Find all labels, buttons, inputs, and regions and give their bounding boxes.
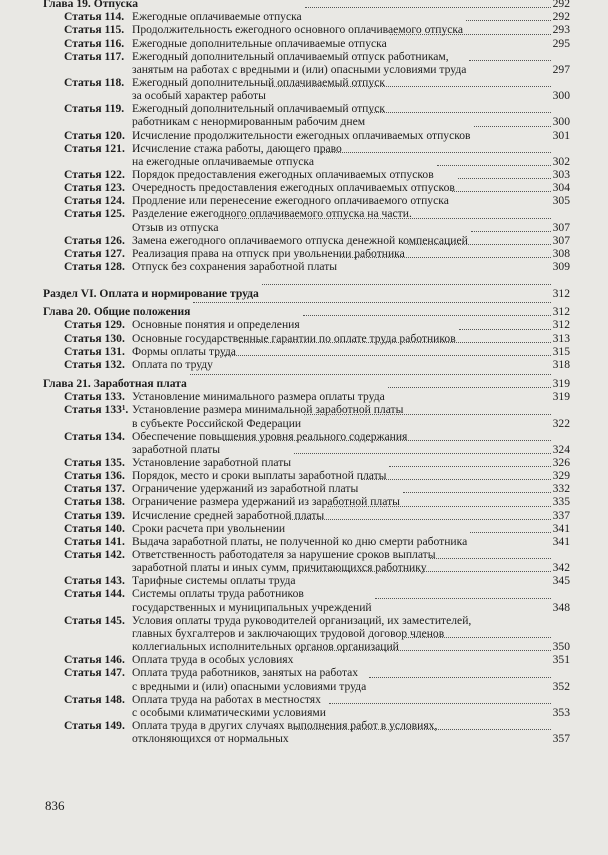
- chapter-title: Глава 21. Заработная плата: [43, 377, 187, 390]
- article-title: Обеспечение повышения уровня реального содержания: [132, 429, 408, 443]
- dot-leader: [459, 329, 551, 330]
- page-reference: 341: [552, 521, 570, 535]
- article-title-continuation: главных бухгалтеров и заключающих трудовой договор членов: [132, 626, 445, 640]
- page-reference: 303: [552, 168, 570, 181]
- page-reference: 353: [552, 705, 570, 719]
- article-title: Исчисление средней заработной платы: [132, 508, 325, 522]
- dot-leader: [340, 257, 551, 258]
- article-number: Статья 139.: [64, 508, 125, 522]
- article-title: Ежегодный дополнительный оплачиваемый отпуск: [132, 102, 385, 116]
- page-number: 836: [45, 798, 65, 813]
- dot-leader: [216, 355, 551, 356]
- article-title: Основные государственные гарантии по оплате труда работников: [132, 331, 456, 345]
- dot-leader: [375, 598, 551, 599]
- article-title: Отпуск без сохранения заработной платы: [132, 260, 338, 273]
- page-reference: 312: [552, 318, 570, 332]
- article-number: Статья 123.: [64, 181, 125, 195]
- dot-leader: [474, 126, 551, 127]
- article-title: Формы оплаты труда: [132, 344, 236, 358]
- page-reference: 295: [552, 36, 570, 50]
- page-reference: 302: [552, 154, 570, 168]
- article-title: Ограничение удержаний из заработной платы: [132, 482, 359, 496]
- dot-leader: [327, 506, 551, 507]
- dot-leader: [262, 284, 551, 285]
- page-reference: 332: [552, 482, 570, 496]
- dot-leader: [402, 637, 551, 638]
- article-title: Исчисление продолжительности ежегодных оплачиваемых отпусков: [132, 128, 471, 142]
- article-title: Оплата по труду: [132, 357, 213, 371]
- article-number: Статья 134.: [64, 429, 125, 443]
- page-reference: 315: [552, 344, 570, 358]
- article-number: Статья 117.: [64, 49, 125, 63]
- article-number: Статья 149.: [64, 718, 125, 732]
- page-reference: 313: [552, 331, 570, 345]
- section-title: Раздел VI. Оплата и нормирование труда: [43, 287, 259, 301]
- page-reference: 324: [552, 442, 570, 456]
- article-title: Очередность предоставления ежегодных оплачиваемых отпусков: [132, 181, 455, 195]
- article-number: Статья 133.: [64, 390, 125, 404]
- article-number: Статья 130.: [64, 331, 125, 345]
- dot-leader: [190, 374, 551, 375]
- page-reference: 309: [552, 260, 570, 273]
- article-title: Установление минимального размера оплаты труда: [132, 390, 385, 404]
- article-title-continuation: работникам с ненормированным рабочим днем: [132, 115, 366, 129]
- article-number: Статья 124.: [64, 194, 125, 208]
- article-title-continuation: заработной платы: [132, 442, 221, 456]
- dot-leader: [469, 60, 551, 61]
- page-reference: 301: [552, 128, 570, 142]
- chapter-title: Глава 20. Общие положения: [43, 305, 191, 319]
- article-title: Ежегодный дополнительный оплачиваемый отпуск работникам,: [132, 49, 449, 63]
- page-reference: 292: [552, 0, 570, 10]
- page-reference: 307: [552, 220, 570, 234]
- dot-leader: [304, 414, 551, 415]
- page-reference: 342: [552, 561, 570, 575]
- article-number: Статья 120.: [64, 128, 125, 142]
- dot-leader: [437, 165, 551, 166]
- page-reference: 326: [552, 455, 570, 469]
- page-reference: 312: [552, 305, 570, 319]
- article-title: Порядок предоставления ежегодных оплачиваемых отпусков: [132, 168, 434, 181]
- article-number: Статья 133¹.: [64, 403, 129, 417]
- article-number: Статья 147.: [64, 666, 125, 680]
- page-reference: 293: [552, 23, 570, 37]
- article-number: Статья 131.: [64, 344, 125, 358]
- article-title-continuation: коллегиальных исполнительных органов организаций: [132, 640, 399, 653]
- dot-leader: [458, 178, 551, 179]
- page-reference: 357: [552, 732, 570, 746]
- article-title: Продолжительность ежегодного основного оплачиваемого отпуска: [132, 23, 464, 37]
- article-number: Статья 126.: [64, 233, 125, 247]
- dot-leader: [299, 571, 551, 572]
- article-number: Статья 143.: [64, 574, 125, 588]
- article-title-continuation: с вредными и (или) опасными условиями труда: [132, 679, 367, 693]
- article-number: Статья 115.: [64, 23, 125, 37]
- dot-leader: [292, 729, 551, 730]
- article-title: Продление или перенесение ежегодного оплачиваемого отпуска: [132, 194, 449, 208]
- dot-leader: [317, 152, 551, 153]
- dot-leader: [239, 342, 551, 343]
- page-reference: 352: [552, 679, 570, 693]
- dot-leader: [369, 677, 551, 678]
- article-title-continuation: с особыми климатическими условиями: [132, 705, 326, 719]
- page-reference: 318: [552, 357, 570, 371]
- article-title: Исчисление стажа работы, дающего право: [132, 141, 342, 155]
- page-reference: 300: [552, 89, 570, 103]
- article-title: Ежегодный дополнительный оплачиваемый отпуск: [132, 75, 385, 89]
- dot-leader: [294, 453, 551, 454]
- dot-leader: [389, 466, 551, 467]
- article-number: Статья 127.: [64, 246, 125, 260]
- page-reference: 292: [552, 10, 570, 24]
- article-title: Ежегодные дополнительные оплачиваемые отпуска: [132, 36, 387, 50]
- dot-leader: [303, 315, 551, 316]
- article-number: Статья 129.: [64, 318, 125, 332]
- article-number: Статья 138.: [64, 495, 125, 509]
- dot-leader: [288, 519, 551, 520]
- article-number: Статья 142.: [64, 548, 125, 561]
- article-number: Статья 122.: [64, 168, 125, 181]
- dot-leader: [221, 218, 551, 219]
- article-number: Статья 144.: [64, 587, 125, 601]
- article-number: Статья 121.: [64, 141, 125, 155]
- page-reference: 308: [552, 246, 570, 260]
- page-reference: 319: [552, 377, 570, 390]
- page-reference: 312: [552, 287, 570, 301]
- dot-leader: [408, 244, 551, 245]
- page-reference: 348: [552, 600, 570, 614]
- article-title-continuation: за особый характер работы: [132, 89, 266, 103]
- article-title: Установление заработной платы: [132, 455, 292, 469]
- dot-leader: [223, 440, 551, 441]
- page-reference: 351: [552, 653, 570, 667]
- dot-leader: [368, 112, 551, 113]
- article-number: Статья 135.: [64, 455, 125, 469]
- article-title-continuation: на ежегодные оплачиваемые отпуска: [132, 154, 315, 168]
- dot-leader: [296, 650, 551, 651]
- article-number: Статья 145.: [64, 613, 125, 627]
- article-number: Статья 128.: [64, 260, 125, 273]
- article-title-continuation: отклоняющихся от нормальных: [132, 732, 289, 746]
- article-title-continuation: в субъекте Российской Федерации: [132, 416, 302, 430]
- dot-leader: [403, 492, 551, 493]
- page-reference: 300: [552, 115, 570, 129]
- page-reference: 307: [552, 233, 570, 247]
- page-reference: 335: [552, 495, 570, 509]
- article-number: Статья 119.: [64, 102, 125, 116]
- dot-leader: [193, 302, 551, 303]
- article-number: Статья 136.: [64, 469, 125, 483]
- page-reference: 297: [552, 62, 570, 76]
- article-title: Оплата труда в других случаях выполнения работ в условиях,: [132, 718, 438, 732]
- article-title-continuation: Отзыв из отпуска: [132, 220, 219, 234]
- article-title: Замена ежегодного оплачиваемого отпуска денежной компенсацией: [132, 233, 468, 247]
- dot-leader: [305, 7, 551, 8]
- dot-leader: [269, 86, 551, 87]
- dot-leader: [361, 479, 551, 480]
- dot-leader: [390, 34, 551, 35]
- dot-leader: [452, 191, 551, 192]
- article-title: Оплата труда на работах в местностях: [132, 692, 321, 706]
- article-number: Статья 116.: [64, 36, 125, 50]
- article-title: Оплата труда в особых условиях: [132, 653, 294, 667]
- article-title: Реализация права на отпуск при увольнении работника: [132, 246, 405, 260]
- chapter-title: Глава 19. Отпуска: [43, 0, 138, 10]
- article-title: Ограничение размера удержаний из заработной платы: [132, 495, 400, 509]
- article-title-continuation: государственных и муниципальных учреждений: [132, 600, 372, 614]
- page-reference: 322: [552, 416, 570, 430]
- article-title: Установление размера минимальной заработной платы: [132, 403, 404, 417]
- article-number: Статья 118.: [64, 75, 125, 89]
- page-reference: 341: [552, 534, 570, 548]
- page-reference: 305: [552, 194, 570, 208]
- article-number: Статья 140.: [64, 521, 125, 535]
- dot-leader: [470, 532, 551, 533]
- article-title: Ежегодные оплачиваемые отпуска: [132, 10, 302, 24]
- dot-leader: [466, 20, 551, 21]
- article-number: Статья 125.: [64, 207, 125, 221]
- article-number: Статья 137.: [64, 482, 125, 496]
- dot-leader: [430, 558, 551, 559]
- article-title: Системы оплаты труда работников: [132, 587, 304, 601]
- page-reference: 345: [552, 574, 570, 588]
- article-title-continuation: заработной платы и иных сумм, причитающихся работнику: [132, 561, 427, 575]
- article-title: Порядок, место и сроки выплаты заработной платы: [132, 469, 387, 483]
- article-title-continuation: занятым на работах с вредными и (или) опасными условиями труда: [132, 62, 467, 76]
- dot-leader: [471, 231, 551, 232]
- article-number: Статья 132.: [64, 357, 125, 371]
- dot-leader: [329, 703, 551, 704]
- article-title: Сроки расчета при увольнении: [132, 521, 286, 535]
- article-number: Статья 114.: [64, 10, 125, 24]
- article-number: Статья 148.: [64, 692, 125, 706]
- page-reference: 350: [552, 640, 570, 653]
- dot-leader: [388, 387, 551, 388]
- article-title: Оплата труда работников, занятых на работах: [132, 666, 359, 680]
- article-title: Разделение ежегодного оплачиваемого отпуска на части.: [132, 207, 412, 221]
- article-title: Тарифные системы оплаты труда: [132, 574, 296, 588]
- article-title: Ответственность работодателя за нарушение сроков выплаты: [132, 548, 436, 561]
- article-title: Основные понятия и определения: [132, 318, 300, 332]
- page-reference: 304: [552, 181, 570, 195]
- article-number: Статья 146.: [64, 653, 125, 667]
- page-reference: 337: [552, 508, 570, 522]
- page-reference: 319: [552, 390, 570, 404]
- page-reference: 329: [552, 469, 570, 483]
- article-number: Статья 141.: [64, 534, 125, 548]
- article-title: Условия оплаты труда руководителей организаций, их заместителей,: [132, 613, 472, 627]
- article-title: Выдача заработной платы, не полученной ко дню смерти работника: [132, 534, 468, 548]
